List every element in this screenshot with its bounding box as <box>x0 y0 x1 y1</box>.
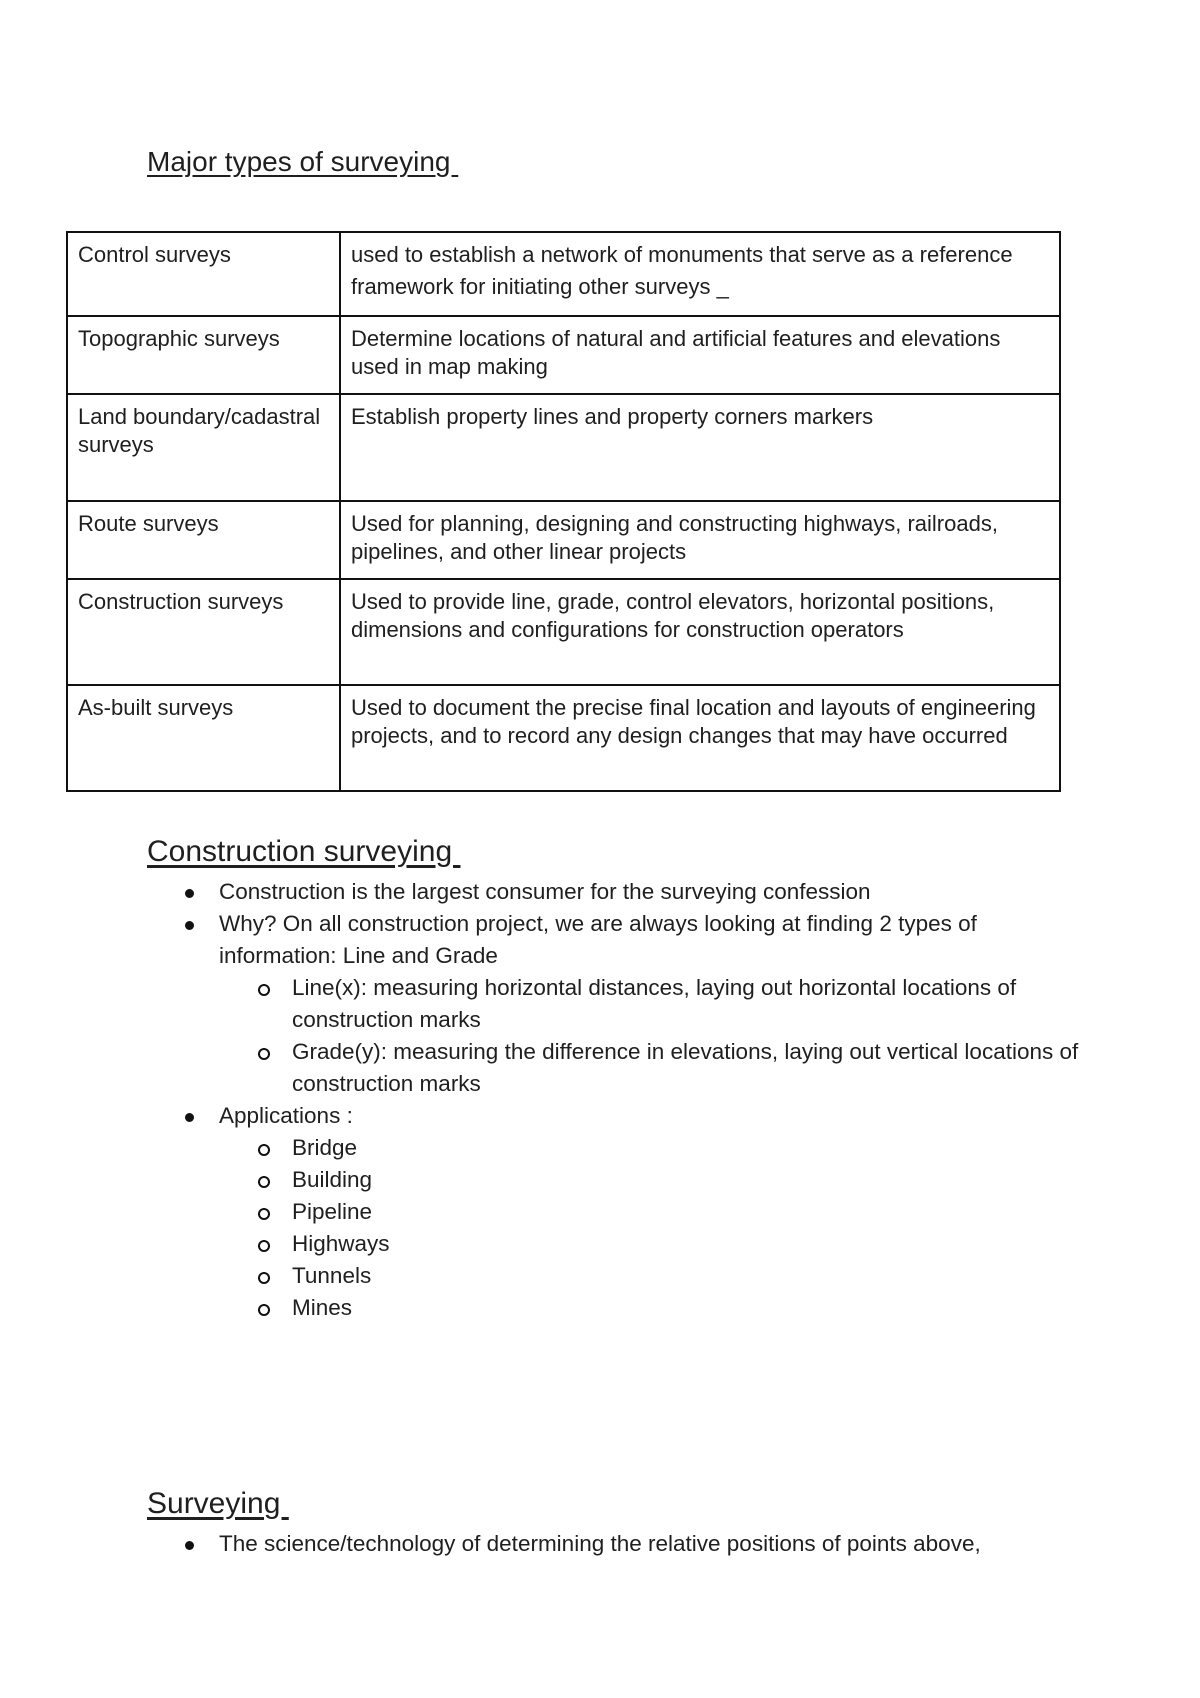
sub-list-item: Highways <box>219 1228 1092 1260</box>
sub-list-item: Tunnels <box>219 1260 1092 1292</box>
list-item-text: Why? On all construction project, we are always looking at finding 2 types of information: Line and Grade <box>219 911 977 968</box>
survey-desc-cell: Used for planning, designing and constructing highways, railroads, pipelines, and other linear projects <box>340 501 1060 579</box>
list-item <box>0 1528 1059 1560</box>
survey-desc-cell: Establish property lines and property corners markers <box>340 394 1060 501</box>
survey-desc-cell: Determine locations of natural and artificial features and elevations used in map making <box>340 316 1060 394</box>
sub-list <box>219 972 1079 1100</box>
survey-type-cell: Construction surveys <box>67 579 340 685</box>
list-item-text: Applications : <box>219 1103 353 1128</box>
surveying-bullet-list <box>0 1528 1059 1560</box>
survey-desc-cell: Used to provide line, grade, control elevators, horizontal positions, dimensions and configurations for construction operators <box>340 579 1060 685</box>
survey-desc-cell: used to establish a network of monuments that serve as a reference framework for initiating other surveys _ <box>340 232 1060 316</box>
survey-type-cell: Route surveys <box>67 501 340 579</box>
sub-list-item: Mines <box>219 1292 1092 1324</box>
survey-desc-cell: Used to document the precise final location and layouts of engineering projects, and to record any design changes that may have occurred <box>340 685 1060 791</box>
table-row <box>67 501 1060 579</box>
survey-type-cell: Control surveys <box>67 232 340 316</box>
table-row <box>67 685 1060 791</box>
survey-types-table <box>66 231 1061 792</box>
sub-list-item: Line(x): measuring horizontal distances, laying out horizontal locations of construction marks <box>219 972 1092 1036</box>
table-row <box>67 316 1060 394</box>
list-item-text: Construction is the largest consumer for the surveying confession <box>219 879 871 904</box>
list-item <box>0 1100 1059 1324</box>
sub-list <box>219 1132 1059 1324</box>
list-item-text: The science/technology of determining the relative positions of points above, <box>219 1531 981 1556</box>
sub-list-item: Building <box>219 1164 1092 1196</box>
list-item <box>0 876 1059 908</box>
table-row <box>67 232 1060 316</box>
heading-construction-surveying: Construction surveying <box>147 835 461 868</box>
heading-major-types: Major types of surveying <box>147 146 459 177</box>
survey-type-cell: Land boundary/cadastral surveys <box>67 394 340 501</box>
table-row <box>67 579 1060 685</box>
sub-list-item: Bridge <box>219 1132 1092 1164</box>
construction-bullet-list <box>0 876 1079 1324</box>
survey-type-cell: Topographic surveys <box>67 316 340 394</box>
list-item <box>0 908 1079 1100</box>
sub-list-item: Grade(y): measuring the difference in elevations, laying out vertical locations of construction marks <box>219 1036 1092 1100</box>
survey-type-cell: As-built surveys <box>67 685 340 791</box>
sub-list-item: Pipeline <box>219 1196 1092 1228</box>
heading-surveying: Surveying <box>147 1487 289 1520</box>
table-row <box>67 394 1060 501</box>
